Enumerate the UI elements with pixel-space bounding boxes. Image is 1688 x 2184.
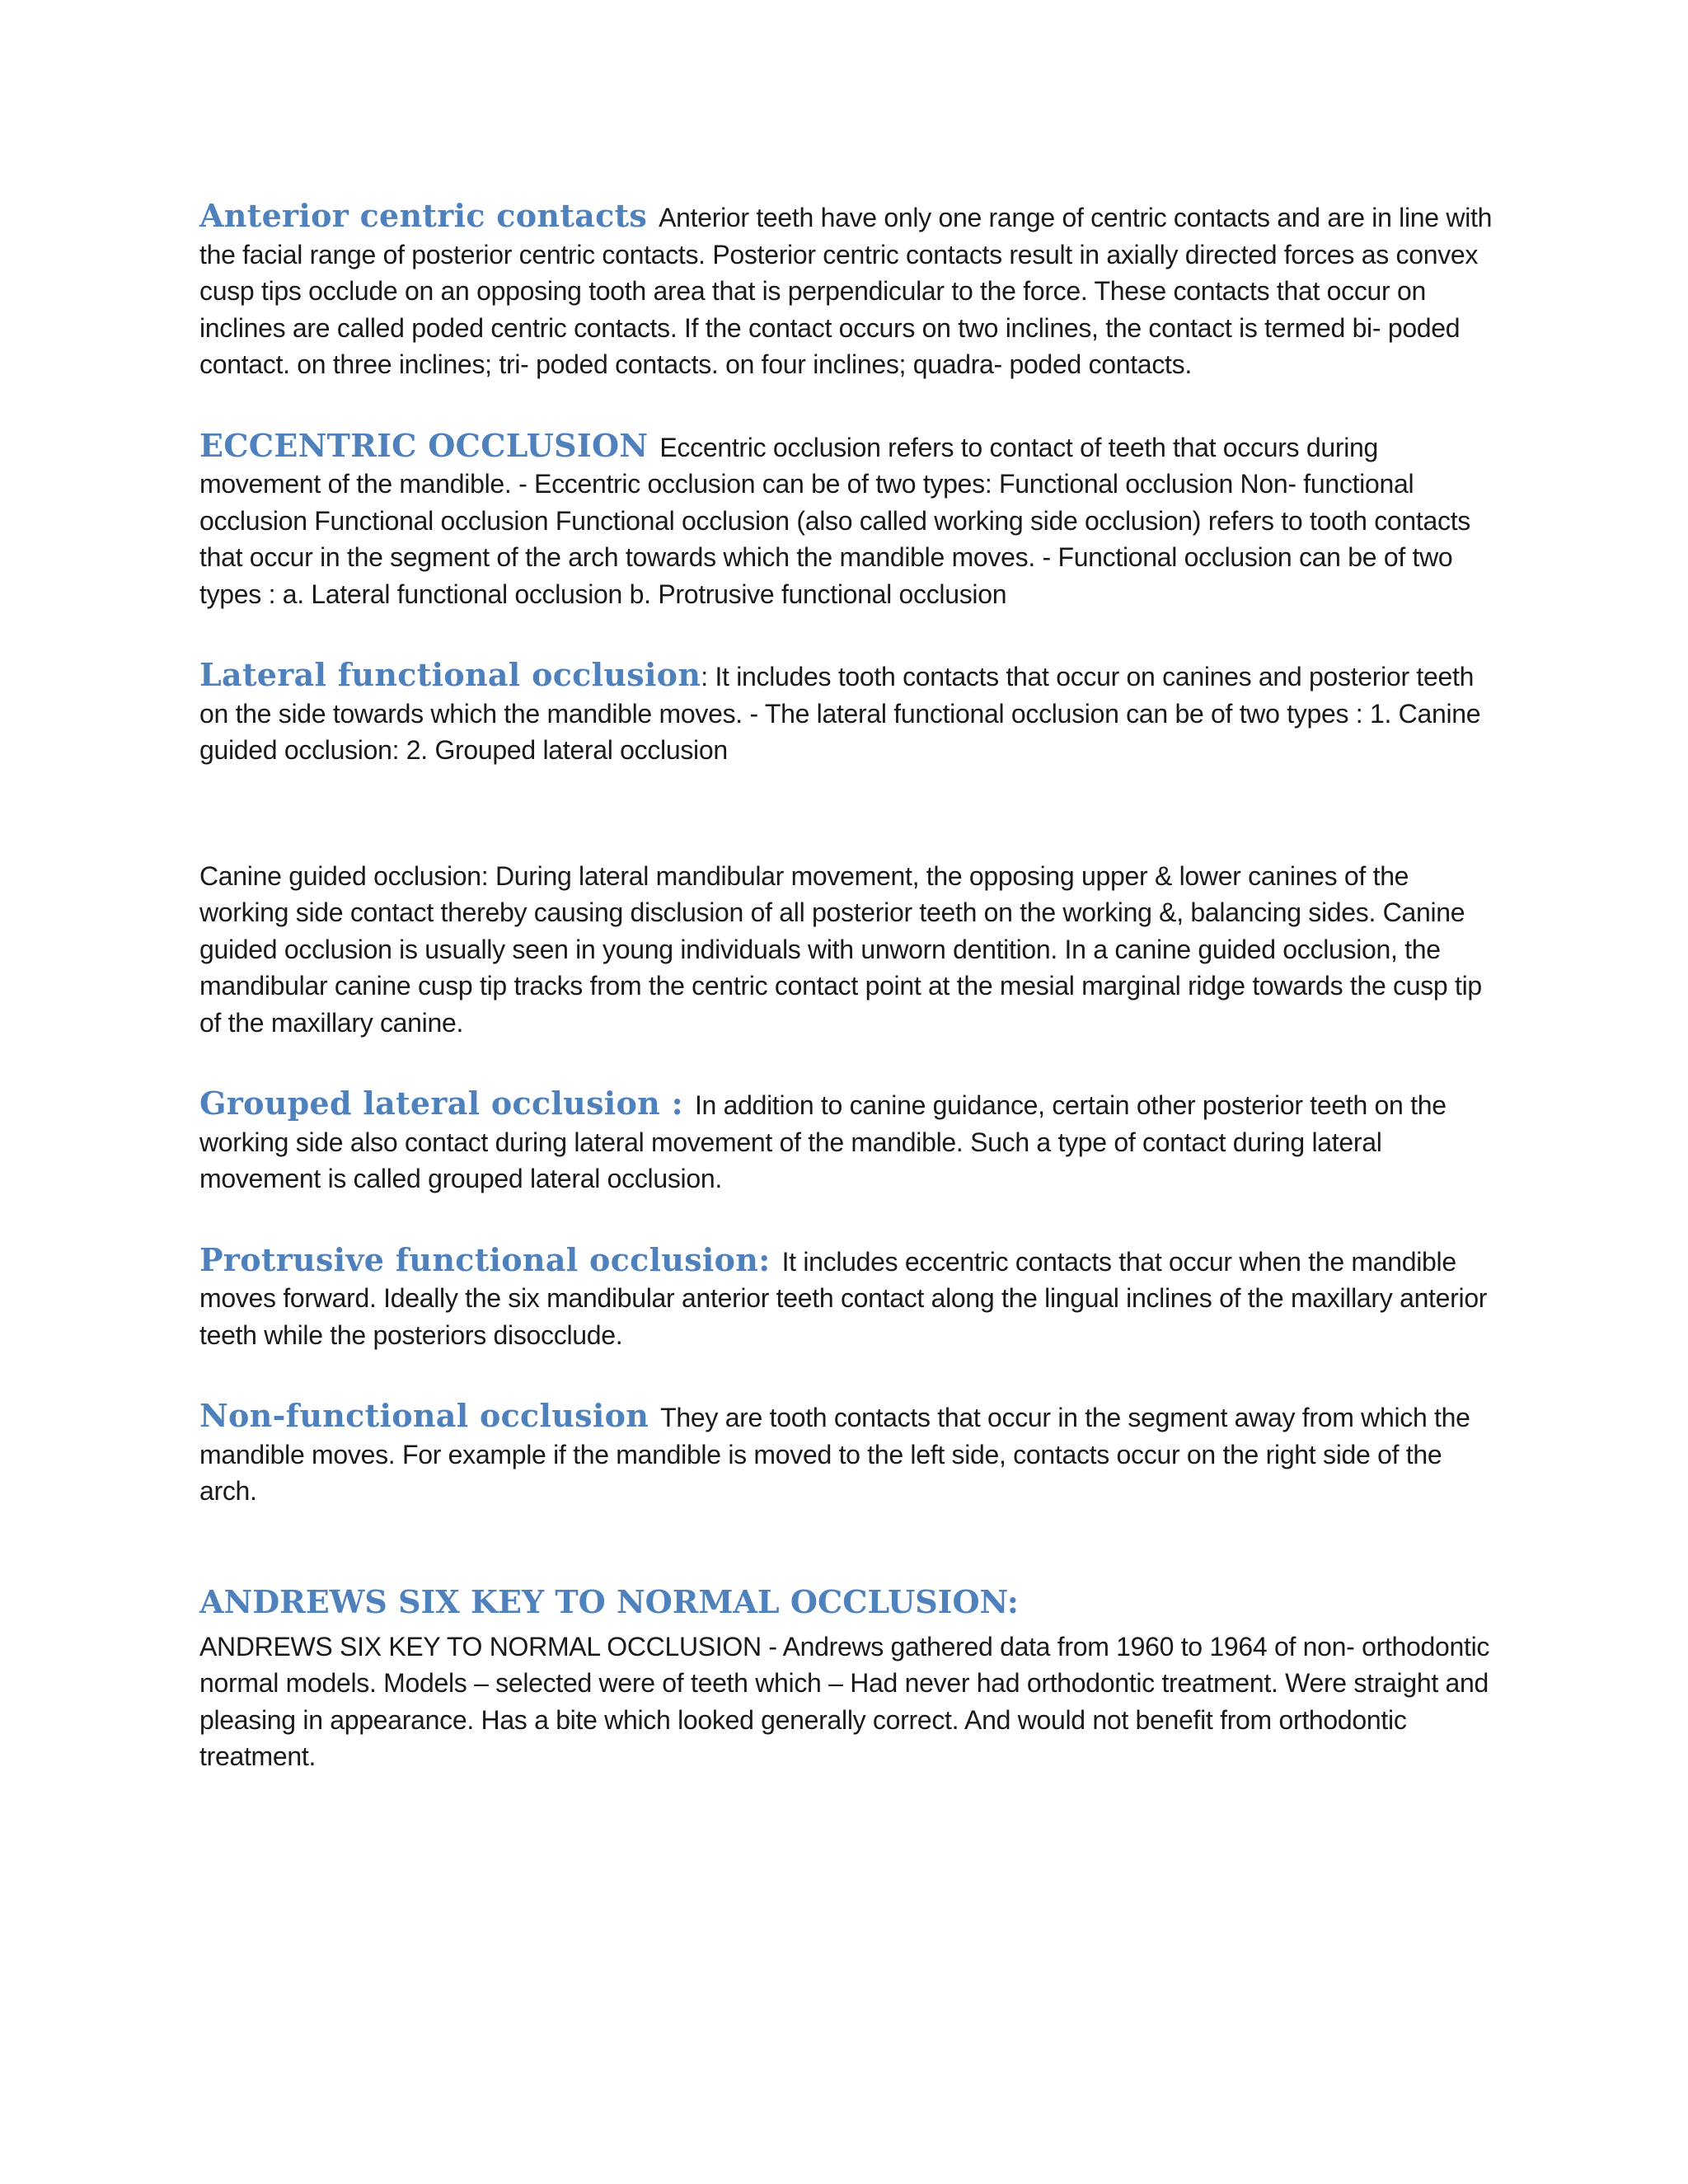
paragraph (199, 428, 1503, 613)
paragraph (199, 657, 1503, 769)
paragraph (199, 1398, 1503, 1510)
section-eccentric-occlusion (199, 428, 1503, 613)
paragraph (199, 1085, 1503, 1197)
section-heading: ANDREWS SIX KEY TO NORMAL OCCLUSION: (199, 1582, 1019, 1620)
section-grouped-lateral-occlusion (199, 1085, 1503, 1197)
section-non-functional-occlusion (199, 1398, 1503, 1510)
section-protrusive-functional-occlusion (199, 1242, 1503, 1354)
paragraph-text: It includes eccentric contacts that occur when the mandible moves forward. Ideally the six mandibular anterior teeth contact along the lingual inclines of the maxillary anterior teeth while the posteriors disocclude. (199, 1246, 1488, 1350)
paragraph (199, 198, 1503, 383)
section-anterior-centric-contacts (199, 198, 1503, 383)
section-canine-guided-occlusion (199, 858, 1503, 1042)
paragraph-text: : It includes tooth contacts that occur on canines and posterior teeth on the side towards which the mandible moves. - The lateral functional occlusion can be of two types : 1. Canine guided occlusion: 2. Grouped lateral occlusion (199, 662, 1481, 765)
section-andrews-six-keys (199, 1579, 1503, 1775)
section-lateral-functional-occlusion (199, 657, 1503, 769)
paragraph-text: In addition to canine guidance, certain other posterior teeth on the working side also contact during lateral movement of the mandible. Such a type of contact during lateral movement is called grouped lateral occlusion. (199, 1090, 1447, 1193)
section-heading: Lateral functional occlusion (199, 656, 701, 693)
paragraph-text: Eccentric occlusion refers to contact of teeth that occurs during movement of the mandible. - Eccentric occlusion can be of two types: Functional occlusion Non- functional occlusion Functional occlusion Functional occlusion (also called working side occlusion) refers to tooth contacts that occur in the segment of the arch towards which the mandible moves. - Functional occlusion can be of two types : a. Lateral functional occlusion b. Protrusive functional occlusion (199, 432, 1471, 609)
document-body (199, 198, 1503, 1775)
section-heading: Anterior centric contacts (199, 197, 648, 234)
paragraph-text: Canine guided occlusion: During lateral mandibular movement, the opposing upper & lower canines of the working side contact thereby causing disclusion of all posterior teeth on the working &, balancing sides. Canine guided occlusion is usually seen in young individuals with unworn dentition. In a canine guided occlusion, the mandibular canine cusp tip tracks from the centric contact point at the mesial marginal ridge towards the cusp tip of the maxillary canine. (199, 860, 1482, 1038)
section-heading: Protrusive functional occlusion: (199, 1240, 771, 1278)
section-heading: Non-functional occlusion (199, 1397, 649, 1434)
paragraph (199, 1242, 1503, 1354)
paragraph-text: Anterior teeth have only one range of centric contacts and are in line with the facial range of posterior centric contacts. Posterior centric contacts result in axially directed forces as convex cusp tips occlude on an opposing tooth area that is perpendicular to the force. These contacts that occur on inclines are called poded centric contacts. If the contact occurs on two inclines, the contact is termed bi- poded contact. on three inclines; tri- poded contacts. on four inclines; quadra- poded contacts. (199, 203, 1493, 379)
section-heading: Grouped lateral occlusion : (199, 1085, 683, 1122)
section-heading: ECCENTRIC OCCLUSION (199, 426, 649, 464)
paragraph-text: They are tooth contacts that occur in the segment away from which the mandible moves. For example if the mandible is moved to the left side, contacts occur on the right side of the arch. (199, 1403, 1470, 1506)
paragraph-text: ANDREWS SIX KEY TO NORMAL OCCLUSION - Andrews gathered data from 1960 to 1964 of non- orthodontic normal models. Models – selected were of teeth which – Had never had orthodontic treatment. Were straight and pleasing in appearance. Has a bite which looked generally correct. And would not benefit from orthodontic treatment. (199, 1631, 1490, 1771)
